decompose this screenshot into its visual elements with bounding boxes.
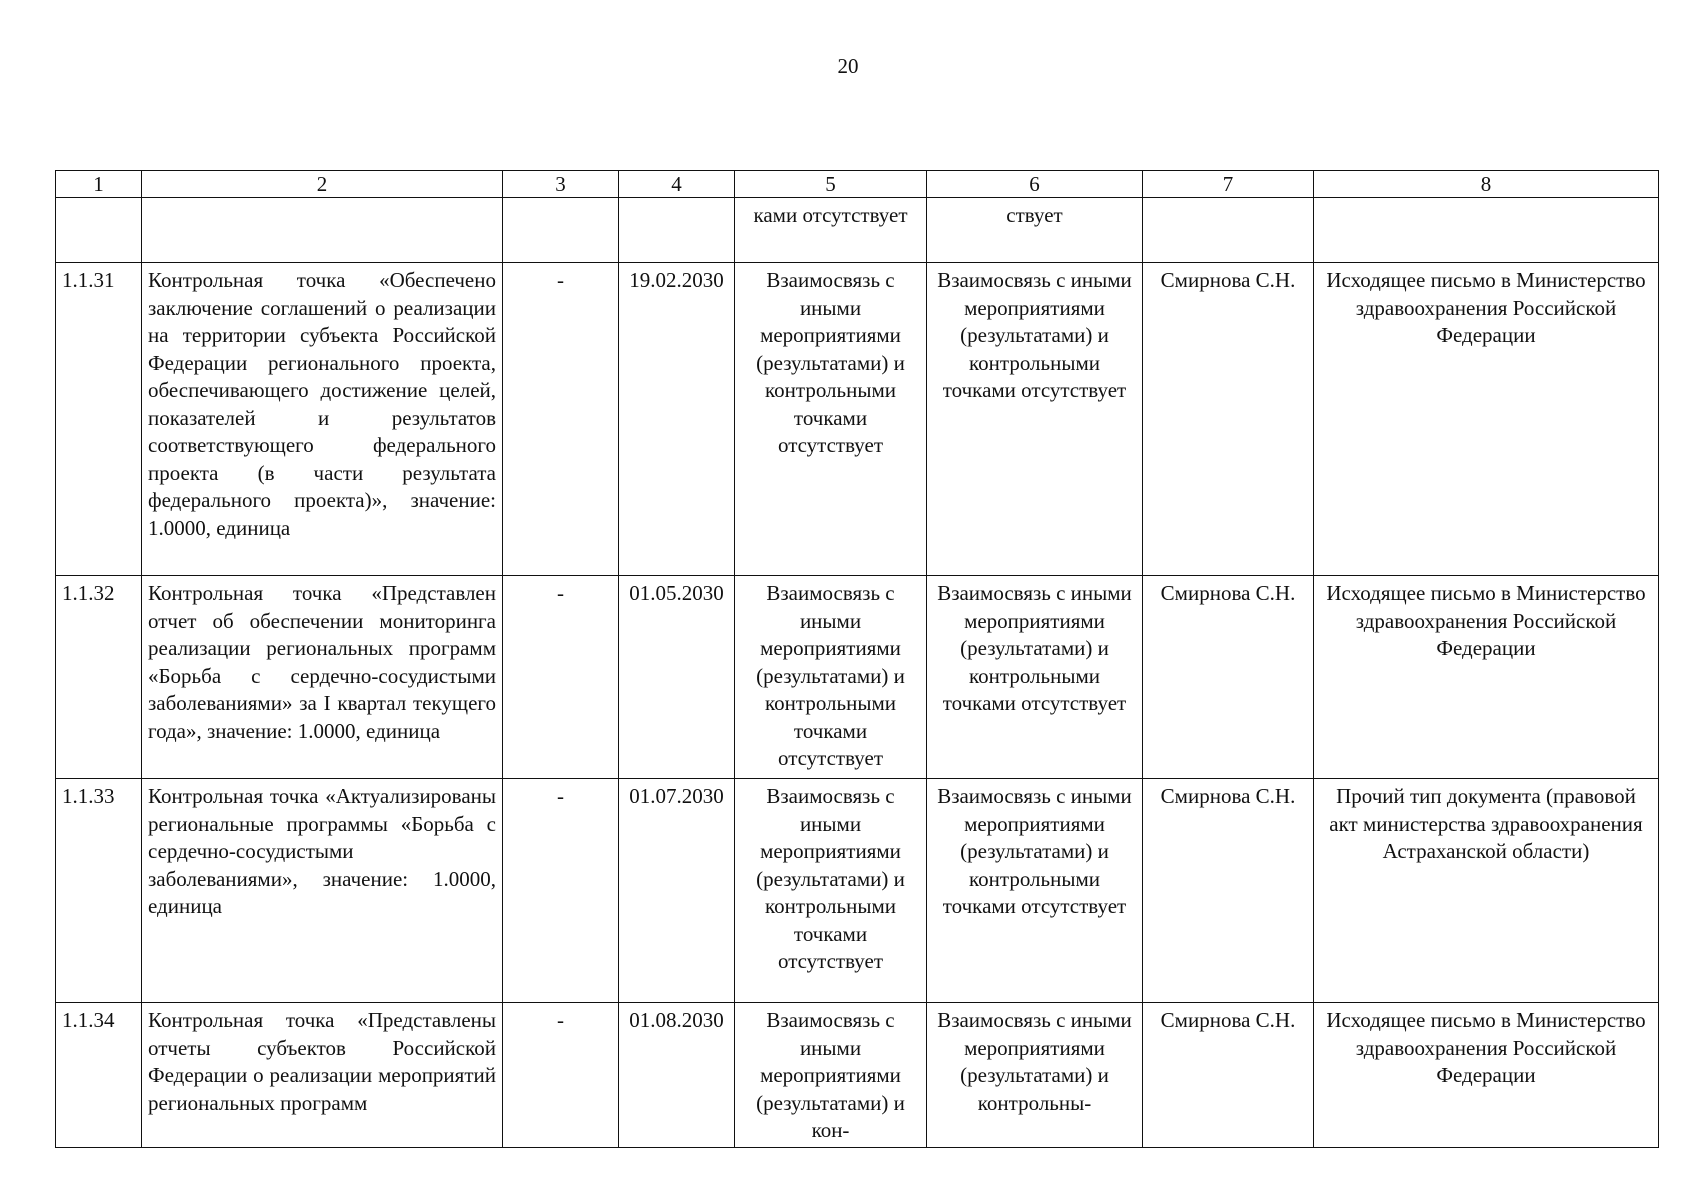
column-header-1: 1 <box>56 171 142 198</box>
table-row <box>56 576 1659 779</box>
relation-successors: Взаимосвязь с иными мероприятиями (результатами) и контрольными точками отсутствует <box>927 576 1143 779</box>
continuation-cell-6: ствует <box>927 198 1143 263</box>
responsible-person: Смирнова С.Н. <box>1143 263 1314 576</box>
deadline-date: 01.05.2030 <box>619 576 735 779</box>
col3-value: - <box>503 1003 619 1148</box>
empty-cell <box>1143 198 1314 263</box>
column-header-8: 8 <box>1314 171 1659 198</box>
row-number: 1.1.34 <box>56 1003 142 1148</box>
column-header-6: 6 <box>927 171 1143 198</box>
relation-successors: Взаимосвязь с иными мероприятиями (результатами) и контрольными точками отсутствует <box>927 779 1143 1003</box>
col3-value: - <box>503 779 619 1003</box>
table-row <box>56 263 1659 576</box>
confirming-document: Исходящее письмо в Министерство здравоохранения Российской Федерации <box>1314 1003 1659 1148</box>
responsible-person: Смирнова С.Н. <box>1143 779 1314 1003</box>
confirming-document: Исходящее письмо в Министерство здравоохранения Российской Федерации <box>1314 576 1659 779</box>
checkpoint-description: Контрольная точка «Представлены отчеты субъектов Российской Федерации о реализации мероприятий региональных программ <box>142 1003 503 1148</box>
column-header-2: 2 <box>142 171 503 198</box>
row-number: 1.1.31 <box>56 263 142 576</box>
relation-predecessors: Взаимосвязь с иными мероприятиями (результатами) и кон- <box>735 1003 927 1148</box>
responsible-person: Смирнова С.Н. <box>1143 1003 1314 1148</box>
empty-cell <box>619 198 735 263</box>
checkpoint-description: Контрольная точка «Обеспечено заключение соглашений о реализации на территории субъекта Российской Федерации регионального проекта, обеспечивающего достижение целей, показателей и результатов соответствующего федерального проекта (в части результата федерального проекта)», значение: 1.0000, единица <box>142 263 503 576</box>
table-row <box>56 779 1659 1003</box>
relation-predecessors: Взаимосвязь с иными мероприятиями (результатами) и контрольными точками отсутствует <box>735 779 927 1003</box>
deadline-date: 01.08.2030 <box>619 1003 735 1148</box>
col3-value: - <box>503 576 619 779</box>
confirming-document: Исходящее письмо в Министерство здравоохранения Российской Федерации <box>1314 263 1659 576</box>
deadline-date: 19.02.2030 <box>619 263 735 576</box>
checkpoint-description: Контрольная точка «Актуализированы региональные программы «Борьба с сердечно-сосудистыми заболеваниями», значение: 1.0000, единица <box>142 779 503 1003</box>
column-header-3: 3 <box>503 171 619 198</box>
checkpoint-description: Контрольная точка «Представлен отчет об обеспечении мониторинга реализации региональных программ «Борьба с сердечно-сосудистыми заболеваниями» за I квартал текущего года», значение: 1.0000, единица <box>142 576 503 779</box>
row-number: 1.1.33 <box>56 779 142 1003</box>
responsible-person: Смирнова С.Н. <box>1143 576 1314 779</box>
column-header-7: 7 <box>1143 171 1314 198</box>
relation-successors: Взаимосвязь с иными мероприятиями (результатами) и контрольны- <box>927 1003 1143 1148</box>
column-number-row <box>56 171 1659 198</box>
deadline-date: 01.07.2030 <box>619 779 735 1003</box>
page-number: 20 <box>837 54 859 78</box>
column-header-5: 5 <box>735 171 927 198</box>
row-number: 1.1.32 <box>56 576 142 779</box>
relation-successors: Взаимосвязь с иными мероприятиями (результатами) и контрольными точками отсутствует <box>927 263 1143 576</box>
table-row <box>56 1003 1659 1148</box>
continuation-row <box>56 198 1659 263</box>
confirming-document: Прочий тип документа (правовой акт министерства здравоохранения Астраханской области) <box>1314 779 1659 1003</box>
column-header-4: 4 <box>619 171 735 198</box>
empty-cell <box>142 198 503 263</box>
empty-cell <box>503 198 619 263</box>
continuation-cell-5: ками отсутствует <box>735 198 927 263</box>
relation-predecessors: Взаимосвязь с иными мероприятиями (результатами) и контрольными точками отсутствует <box>735 263 927 576</box>
empty-cell <box>56 198 142 263</box>
relation-predecessors: Взаимосвязь с иными мероприятиями (результатами) и контрольными точками отсутствует <box>735 576 927 779</box>
empty-cell <box>1314 198 1659 263</box>
events-table <box>55 170 1659 1148</box>
col3-value: - <box>503 263 619 576</box>
